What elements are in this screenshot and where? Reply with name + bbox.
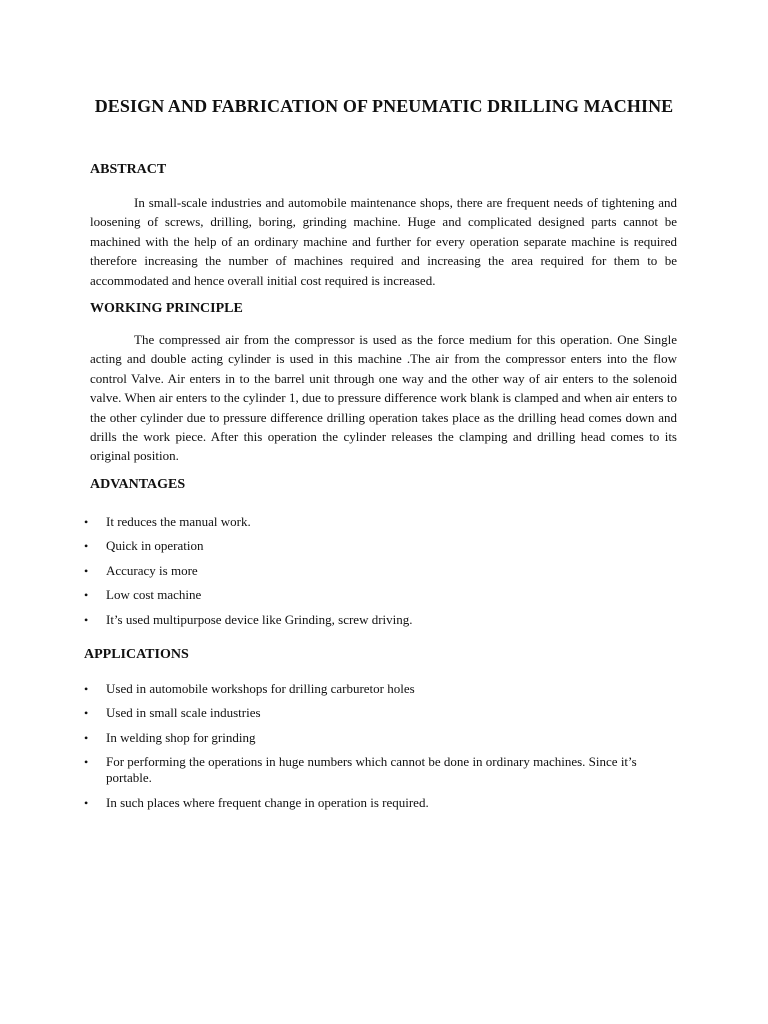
bullet-icon: • [84, 612, 89, 627]
list-item-text: Quick in operation [106, 538, 204, 554]
list-item-text: Low cost machine [106, 587, 202, 603]
abstract-heading: ABSTRACT [90, 162, 167, 177]
bullet-icon: • [84, 730, 89, 745]
list-item [84, 730, 684, 746]
list-item-text: Used in automobile workshops for drilling carburetor holes [106, 681, 415, 696]
advantages-list [84, 514, 684, 636]
bullet-icon: • [84, 682, 89, 696]
list-item-text: Accuracy is more [106, 562, 198, 578]
bullet-icon: • [84, 795, 89, 810]
list-item [84, 612, 684, 628]
applications-list [84, 681, 684, 819]
list-item [84, 681, 684, 697]
list-item [84, 754, 684, 786]
list-item-text: It reduces the manual work. [106, 514, 251, 529]
list-item-text: In welding shop for grinding [106, 729, 256, 745]
list-item [84, 538, 684, 554]
working-principle-heading: WORKING PRINCIPLE [90, 301, 243, 316]
bullet-icon: • [84, 539, 89, 554]
list-item [84, 587, 684, 603]
list-item-text: In such places where frequent change in operation is required. [106, 794, 429, 810]
list-item [84, 514, 684, 530]
list-item [84, 563, 684, 579]
document-title: DESIGN AND FABRICATION OF PNEUMATIC DRILLING MACHINE [94, 96, 674, 116]
abstract-paragraph: In small-scale industries and automobile maintenance shops, there are frequent needs of tightening and loosening of screws, drilling, boring, grinding machine. Huge and complicated designed parts cannot be machined with the help of an ordinary machine and further for every operation separate machine is required therefore increasing the number of machines required and increasing the area required for them to be accommodated and hence overall initial cost required is increased. [90, 195, 677, 288]
bullet-icon: • [84, 755, 89, 770]
advantages-heading: ADVANTAGES [90, 477, 186, 492]
bullet-icon: • [84, 706, 89, 721]
list-item-text: For performing the operations in huge numbers which cannot be done in ordinary machines. Since it’s portable. [106, 754, 637, 786]
list-item-text: Used in small scale industries [106, 705, 261, 721]
bullet-icon: • [84, 563, 89, 578]
list-item [84, 795, 684, 811]
applications-heading: APPLICATIONS [84, 647, 189, 662]
bullet-icon: • [84, 588, 89, 603]
list-item-text: It’s used multipurpose device like Grinding, screw driving. [106, 611, 413, 627]
bullet-icon: • [84, 515, 89, 529]
working-principle-paragraph: The compressed air from the compressor is used as the force medium for this operation. One Single acting and double acting cylinder is used in this machine .The air from the compressor enters into the flow control Valve. Air enters in to the barrel unit through one way and the other way of air enters to the solenoid valve. When air enters to the cylinder 1, due to pressure difference work blank is clamped and when air enters to the other cylinder due to pressure difference drilling operation takes place as the drilling head comes down and drills the work piece. After this operation the cylinder releases the clamping and drilling head comes to its original position. [90, 332, 677, 464]
list-item [84, 705, 684, 721]
